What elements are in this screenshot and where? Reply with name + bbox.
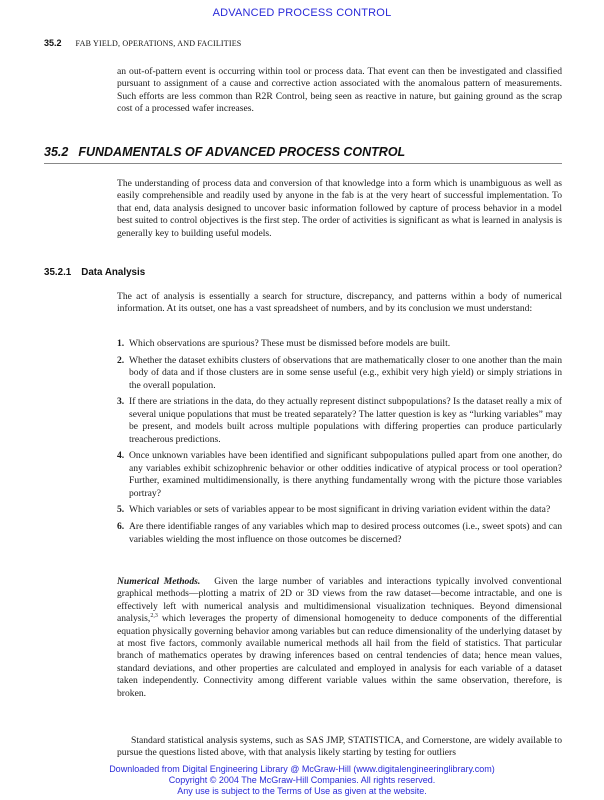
running-head-section: 35.2 (44, 38, 62, 48)
list-item-text: Are there identifiable ranges of any variables which map to desired process outcomes (i.e., sweet spots) and can variables wielding the most influence on those outcomes be discerned? (129, 521, 562, 545)
subsection-number: 35.2.1 (44, 267, 72, 278)
footer-download-link[interactable]: Downloaded from Digital Engineering Library @ McGraw-Hill (www.digitalengineeringlibrary.com) (109, 764, 495, 774)
reference-superscript: 2,3 (150, 613, 158, 620)
list-item (117, 521, 562, 546)
list-item (117, 355, 562, 392)
footer-terms: Any use is subject to the Terms of Use as given at the website. (177, 786, 427, 796)
running-head (44, 38, 241, 48)
list-item-text: Which observations are spurious? These must be dismissed before models are built. (129, 338, 451, 349)
section-heading (44, 145, 562, 164)
numerical-methods-text-2: which leverages the property of dimensional homogeneity to deduce components of the differential equation physically governing behavior among variables but can reduce dimensionality of the underlying dataset by at most five factors, commonly available numerical methods all hail from the field of statistics. That particular branch of mathematics operates by drawing inferences based on central tendencies of data; hence mean values, standard deviations, and other properties are calculated and employed in analysis for each variable of a dataset taken independently. Connectivity among different variable values within the same observation, therefore, is broken. (117, 613, 562, 699)
subsection-heading (44, 267, 145, 278)
question-list (117, 338, 562, 550)
footer-copyright: Copyright © 2004 The McGraw-Hill Companies. All rights reserved. (168, 775, 436, 785)
analysis-paragraph: The act of analysis is essentially a search for structure, discrepancy, and patterns within a body of numerical information. At its outset, one has a vast spreadsheet of numbers, and by its conclusion we must understand: (117, 291, 562, 315)
section-title: FUNDAMENTALS OF ADVANCED PROCESS CONTROL (78, 145, 406, 159)
section-number: 35.2 (44, 145, 69, 159)
numerical-methods-runin: Numerical Methods. (117, 576, 201, 587)
running-head-title: FAB YIELD, OPERATIONS, AND FACILITIES (75, 39, 242, 48)
numerical-methods-paragraph (117, 576, 562, 700)
list-item-text: Whether the dataset exhibits clusters of observations that are mathematically closer to one another than the main body of data and if those clusters are in some sense useful (e.g., exhibit very high yield) or simply striations in the overall population. (129, 354, 562, 391)
subsection-title: Data Analysis (81, 267, 146, 278)
list-item-text: Which variables or sets of variables appear to be most significant in driving variation evident within the data? (129, 504, 551, 516)
copyright-footer (0, 764, 604, 797)
list-item-text: If there are striations in the data, do they actually represent distinct subpopulations? Is the dataset really a mix of several unique populations that must be treated separately? The latter question is key as “lurking variables” may be present, and models built across multiple populations with differing properties can produce particularly treacherous predictions. (129, 396, 562, 445)
list-item-text: Once unknown variables have been identified and significant subpopulations pulled apart from one another, do any variables exhibit schizophrenic behavior or other oddities indicative of atypical process or tool operation? Further, examined multidimensionally, is there anything fundamentally wrong with the picture those variables portray? (129, 450, 562, 499)
list-item-number: 3. (117, 396, 125, 408)
list-item (117, 338, 562, 350)
section-paragraph: The understanding of process data and conversion of that knowledge into a form which is unambiguous as well as easily comprehensible and readily used by anyone in the fab is at the very heart of successful implementation. To that end, data analysis designed to uncover basic information followed by capture of process behavior in a model best suited to control objectives is the first step. The order of activities is significant as what is learned in analysis is generally key to building useful models. (117, 178, 562, 239)
book-banner: ADVANCED PROCESS CONTROL (212, 7, 392, 19)
list-item (117, 504, 562, 516)
list-item-number: 5. (117, 504, 125, 516)
list-item-number: 2. (117, 354, 125, 366)
list-item-number: 1. (117, 338, 125, 349)
list-item (117, 396, 562, 446)
numerical-methods-text-1: Given the large number of variables and interactions typically involved conventional graphical methods—plotting a matrix of 2D or 3D views from the raw dataset—become intractable, and one is effectively left with numerical analysis and multidimensional visualization techniques. Beyond dimensional analysis, (117, 576, 562, 625)
list-item-number: 4. (117, 450, 125, 462)
intro-paragraph: an out-of-pattern event is occurring within tool or process data. That event can then be investigated and classified pursuant to assignment of a cause and corrective action associated with the anomalous pattern of measurements. Such efforts are less common than R2R Control, being seen as reactive in nature, but gaining ground as the scrap cost of a processed wafer increases. (117, 66, 562, 115)
statistics-paragraph: Standard statistical analysis systems, such as SAS JMP, STATISTICA, and Cornerstone, are widely available to pursue the questions listed above, with that analysis likely starting by testing for outliers (117, 735, 562, 759)
list-item-number: 6. (117, 521, 125, 533)
list-item (117, 450, 562, 500)
